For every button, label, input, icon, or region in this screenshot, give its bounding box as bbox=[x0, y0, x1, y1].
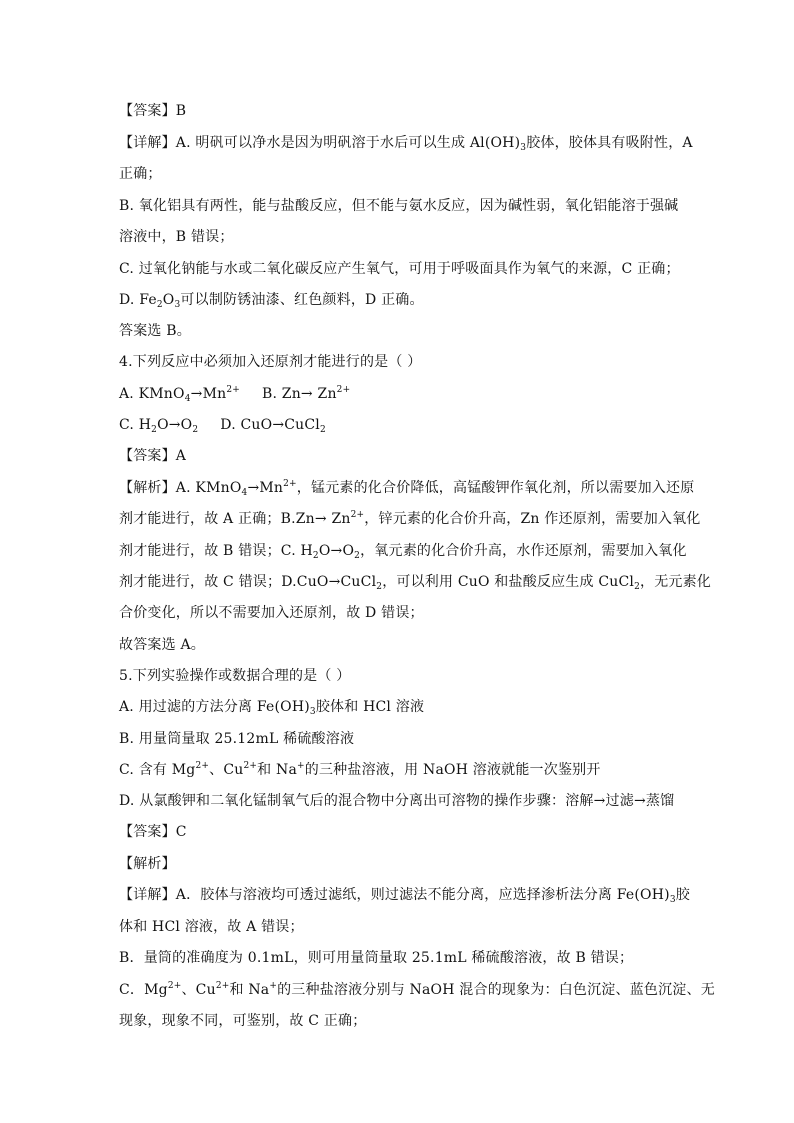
q5-option-d: D. 从氯酸钾和二氧化锰制氧气后的混合物中分离出可溶物的操作步骤：溶解→过滤→蒸馏 bbox=[119, 793, 675, 809]
q3-answer: 【答案】B bbox=[119, 103, 187, 119]
q5-option-a: A. 用过滤的方法分离 $Fe(OH)_3$胶体和 HCl 溶液 bbox=[119, 699, 425, 717]
q3-detail-line-2: 正确； bbox=[119, 166, 162, 182]
q5-option-c: C. 含有 $Mg^{2+}$、$Cu^{2+}$和 Na+的三种盐溶液，用 NaOH 溶液就能一次鉴别开 bbox=[119, 761, 601, 778]
q3-detail-line-5: C. 过氧化钠能与水或二氧化碳反应产生氧气，可用于呼吸面具作为氧气的来源，C 正确； bbox=[119, 261, 680, 277]
q3-conclusion: 答案选 B。 bbox=[119, 323, 191, 339]
q3-detail-line-3: B. 氧化铝具有两性，能与盐酸反应，但不能与氨水反应，因为碱性弱，氧化铝能溶于强碱 bbox=[119, 198, 679, 214]
q5-detail-line-5: 现象，现象不同，可鉴别，故 C 正确； bbox=[119, 1013, 367, 1029]
q5-analysis-heading: 【解析】 bbox=[119, 856, 176, 872]
q5-option-b: B. 用量筒量取 25.12mL 稀硫酸溶液 bbox=[119, 731, 355, 747]
q4-options-ab: A. $KMnO_4\to Mn^{2+}$ B. $Zn\to Zn^{2+}$ bbox=[119, 385, 351, 404]
q4-explanation-line-2: 剂才能进行，故 A 正确；$B.Zn\to Zn^{2+}$，锌元素的化合价升高，Zn 作还原剂，需要加入氧化 bbox=[119, 510, 701, 527]
q5-answer: 【答案】C bbox=[119, 824, 187, 840]
q4-explanation-line-4: 剂才能进行，故 C 错误；D.CuO→CuCl$_2$，可以利用 CuO 和盐酸反应生成 CuCl$_2$，无元素化 bbox=[119, 574, 711, 592]
q4-conclusion: 故答案选 A。 bbox=[119, 637, 205, 653]
q3-detail-line-6: D. $Fe_2O_3$可以制防锈油漆、红色颜料，D 正确。 bbox=[119, 292, 424, 310]
q4-explanation-line-3: 剂才能进行，故 B 错误；C. $H_2O\to O_2$，氧元素的化合价升高，水作还原剂，需要加入氧化 bbox=[119, 543, 687, 561]
q5-stem: 5.下列实验操作或数据合理的是（ ） bbox=[119, 668, 351, 684]
q5-detail-line-1: 【详解】A．胶体与溶液均可透过滤纸，则过滤法不能分离，应选择渗析法分离 $Fe(OH)_3$胶 bbox=[119, 887, 690, 905]
q4-stem: 4.下列反应中必须加入还原剂才能进行的是（ ） bbox=[119, 354, 422, 370]
q5-detail-line-2: 体和 HCl 溶液，故 A 错误； bbox=[119, 919, 304, 935]
q3-detail-line-4: 溶液中，B 错误； bbox=[119, 229, 234, 245]
q5-detail-line-4: C．$Mg^{2+}$、$Cu^{2+}$和 Na+的三种盐溶液分别与 NaOH 混合的现象为：白色沉淀、蓝色沉淀、无 bbox=[119, 981, 715, 998]
q4-options-cd: C. $H_2O\to O_2$ D. CuO→CuCl$_2$ bbox=[119, 417, 326, 435]
q4-answer: 【答案】A bbox=[119, 448, 187, 464]
q4-explanation-line-5: 合价变化，所以不需要加入还原剂，故 D 错误； bbox=[119, 605, 424, 621]
q3-detail-line-1: 【详解】A. 明矾可以净水是因为明矾溶于水后可以生成 $Al(OH)_3$胶体，胶体具有吸附性，A bbox=[119, 135, 693, 153]
q5-detail-line-3: B．量筒的准确度为 0.1mL，则可用量筒量取 25.1mL 稀硫酸溶液，故 B 错误； bbox=[119, 950, 634, 966]
q4-explanation-line-1: 【解析】A. $KMnO_4\to Mn^{2+}$，锰元素的化合价降低，高锰酸钾作氧化剂，所以需要加入还原 bbox=[119, 479, 695, 498]
